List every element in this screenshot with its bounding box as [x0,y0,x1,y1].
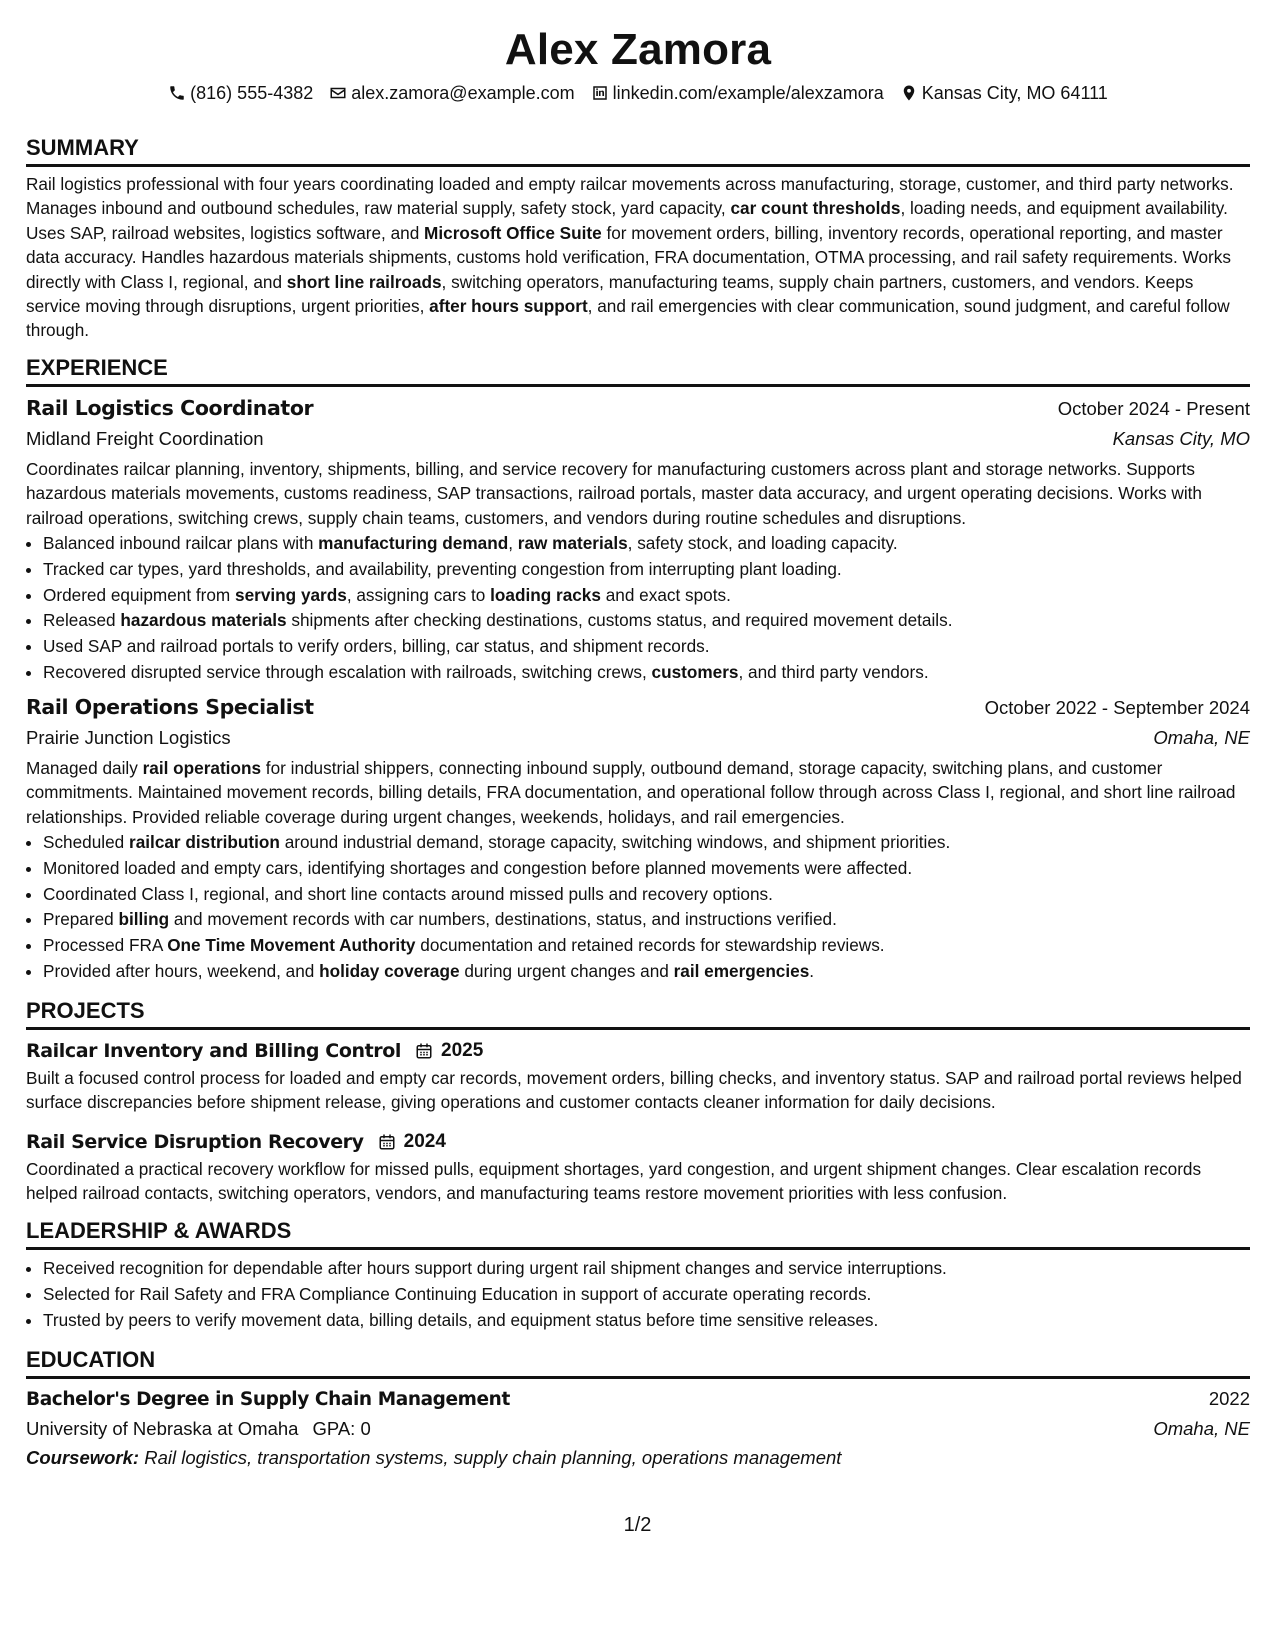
job-dates: October 2024 - Present [1057,397,1250,419]
linkedin-text: linkedin.com/example/alexzamora [612,83,884,103]
coursework-label: Coursework: [26,1446,140,1468]
project-year: 2025 [441,1039,484,1061]
text-run: and exact spots. [600,584,731,605]
project-entry [26,1036,1250,1115]
job-description [26,756,1250,829]
education-entry [26,1384,1250,1472]
bold-phrase: hazardous materials [120,610,287,631]
section-title-projects: PROJECTS [26,997,1250,1030]
bold-phrase: manufacturing demand [318,533,509,554]
job-location: Kansas City, MO [1112,427,1250,449]
text-run: documentation and retained records for stewardship reviews. [415,935,885,956]
text-run: Released [43,610,121,631]
text-run: Tracked car types, yard thresholds, and availability, preventing congestion from interrupting plant loading. [43,558,842,579]
text-run: Managed daily [26,757,143,778]
project-date [415,1036,483,1066]
project-year: 2024 [403,1130,446,1152]
job-description: Coordinates railcar planning, inventory, shipments, billing, and service recovery for manufacturing customers across plant and storage networks. Supports hazardous materials movements, customs readiness, SAP transactions, railroad portals, master data accuracy, and urgent operating decisions. Works with railroad operations, switching crews, supply chain teams, customers, and vendors during routine schedules and disruptions. [26,458,1202,528]
list-item: • Received recognition for dependable after hours support during urgent rail shipment changes and service interruptions. [43,1256,1250,1282]
section-title-leadership: LEADERSHIP & AWARDS [26,1217,1250,1250]
text-run: Scheduled [43,832,130,853]
bold-phrase: customers [651,662,739,683]
education-school-line [26,1414,371,1443]
bold-phrase: holiday coverage [319,961,460,982]
list-item [43,608,1250,634]
text-run: Processed FRA [43,935,168,956]
list-item [43,634,1250,660]
project-title: Rail Service Disruption Recovery [26,1130,364,1153]
job-bullets [26,531,1250,686]
summary-section [26,134,1250,343]
calendar-icon [415,1042,433,1060]
job-entry [26,692,1250,985]
project-description: Coordinated a practical recovery workflow for missed pulls, equipment shortages, yard congestion, and urgent shipment changes. Clear escalation records helped railroad contacts, switching operators, vendors, and manufacturing teams restore movement priorities with less confusion. [26,1158,1202,1204]
section-title-experience: EXPERIENCE [26,354,1250,387]
text-run: Monitored loaded and empty cars, identifying shortages and congestion before planned movements were affected. [43,857,913,878]
list-item [43,531,1250,557]
contact-bar [26,81,1250,105]
candidate-name: Alex Zamora [504,25,772,74]
bold-phrase: serving yards [235,584,347,605]
envelope-icon [329,84,347,102]
location-text: Kansas City, MO 64111 [921,83,1108,103]
phone-icon [168,84,186,102]
text-run: , switching operators, manufacturing teams, supply chain partners, customers, and vendors. Keeps service moving through disruptions, urgent priorities, [26,271,1194,317]
experience-section [26,354,1250,985]
job-bullets [26,830,1250,985]
text-run: , loading needs, and equipment availability. Uses SAP, railroad websites, logistics software, and [26,198,1228,243]
list-item [43,907,1250,933]
text-run: and movement records with car numbers, destinations, status, and instructions verified. [169,909,837,930]
bold-phrase: car count thresholds [730,198,901,219]
list-item [43,856,1250,882]
text-run: Prepared [43,909,119,930]
job-dates: October 2022 - September 2024 [984,696,1250,718]
text-run: Used SAP and railroad portals to verify orders, billing, car status, and shipment records. [43,636,710,657]
job-employer: Midland Freight Coordination [26,427,264,449]
bold-phrase: rail emergencies [673,961,810,982]
list-item [43,882,1250,908]
text-run: , and rail emergencies with clear communication, sound judgment, and careful follow through. [26,296,1230,341]
text-run: , assigning cars to [346,584,491,605]
job-entry [26,393,1250,686]
education-degree: Bachelor's Degree in Supply Chain Management [26,1388,510,1410]
bold-phrase: loading racks [490,584,601,605]
education-coursework [26,1443,1250,1472]
leadership-section [26,1217,1250,1333]
coursework-text: Rail logistics, transportation systems, supply chain planning, operations management [139,1446,842,1468]
job-title: Rail Logistics Coordinator [26,395,314,420]
text-run: , and third party vendors. [738,662,929,683]
contact-location [900,81,1108,105]
projects-section [26,997,1250,1206]
summary-text [26,172,1250,343]
bold-phrase: Microsoft Office Suite [424,222,602,243]
email-text: alex.zamora@example.com [351,83,575,103]
project-description: Built a focused control process for loaded and empty car records, movement orders, billing checks, and inventory status. SAP and railroad portal reviews helped surface discrepancies before shipment release, giving operations and customer contacts cleaner information for daily decisions. [26,1067,1242,1113]
contact-email[interactable] [329,81,574,105]
text-run: for movement orders, billing, inventory records, operational reporting, and master data accuracy. Handles hazardous materials shipments, customs hold verification, FRA documentation, OTMA processing, and rail safety requirements. Works directly with Class I, regional, and [26,222,1231,292]
list-item [43,583,1250,609]
resume-page [26,0,1250,1472]
text-run: , safety stock, and loading capacity. [627,533,898,554]
list-item [43,959,1250,985]
page-number: 1/2 [623,1514,652,1536]
calendar-icon [378,1133,396,1151]
bold-phrase: One Time Movement Authority [167,935,416,956]
leadership-bullets [26,1256,1250,1333]
list-item [43,557,1250,583]
text-run: shipments after checking destinations, customs status, and required movement details. [286,610,953,631]
education-location: Omaha, NE [1153,1417,1250,1439]
contact-phone[interactable] [168,81,313,105]
text-run: during urgent changes and [459,961,674,982]
bold-phrase: railcar distribution [129,832,280,853]
map-pin-icon [900,84,918,102]
bold-phrase: rail operations [142,757,262,778]
linkedin-icon [591,84,609,102]
text-run: Rail logistics professional with four years coordinating loaded and empty railcar movements across manufacturing, storage, customer, and third party networks. Manages inbound and outbound schedules, raw material supply, safety stock, yard capacity, [26,174,1234,219]
job-title: Rail Operations Specialist [26,694,314,719]
bold-phrase: raw materials [517,533,628,554]
text-run: , [508,533,518,554]
project-date [378,1127,446,1157]
job-location: Omaha, NE [1153,726,1250,748]
list-item: • Selected for Rail Safety and FRA Compliance Continuing Education in support of accurate operating records. [43,1282,1250,1308]
section-title-summary: SUMMARY [26,134,1250,167]
text-run: Recovered disrupted service through escalation with railroads, switching crews, [43,662,652,683]
phone-text: (816) 555-4382 [190,83,314,103]
education-gpa: GPA: 0 [312,1417,371,1439]
list-item: • Trusted by peers to verify movement data, billing details, and equipment status before time sensitive releases. [43,1308,1250,1334]
text-run: . [809,961,815,982]
bold-phrase: short line railroads [286,271,442,292]
text-run: Coordinated Class I, regional, and short line contacts around missed pulls and recovery options. [43,883,773,904]
education-section [26,1346,1250,1472]
education-school: University of Nebraska at Omaha [26,1417,299,1439]
list-item [43,933,1250,959]
list-item [43,830,1250,856]
project-title: Railcar Inventory and Billing Control [26,1039,402,1062]
contact-linkedin[interactable] [591,81,884,105]
education-year: 2022 [1208,1387,1250,1409]
job-employer: Prairie Junction Logistics [26,726,231,748]
section-title-education: EDUCATION [26,1346,1250,1379]
bold-phrase: after hours support [429,296,588,317]
list-item [43,660,1250,686]
text-run: Balanced inbound railcar plans with [43,533,319,554]
project-entry [26,1127,1250,1206]
text-run: around industrial demand, storage capacity, switching windows, and shipment priorities. [279,832,951,853]
text-run: Ordered equipment from [43,584,236,605]
text-run: for industrial shippers, connecting inbound supply, outbound demand, storage capacity, switching plans, and customer commitments. Maintained movement records, billing details, FRA documentation, and operational follow through across Class I, regional, and short line railroad relationships. Provided reliable coverage during urgent changes, weekends, holidays, and rail emergencies. [26,757,1236,827]
text-run: Provided after hours, weekend, and [43,961,320,982]
bold-phrase: billing [118,909,170,930]
